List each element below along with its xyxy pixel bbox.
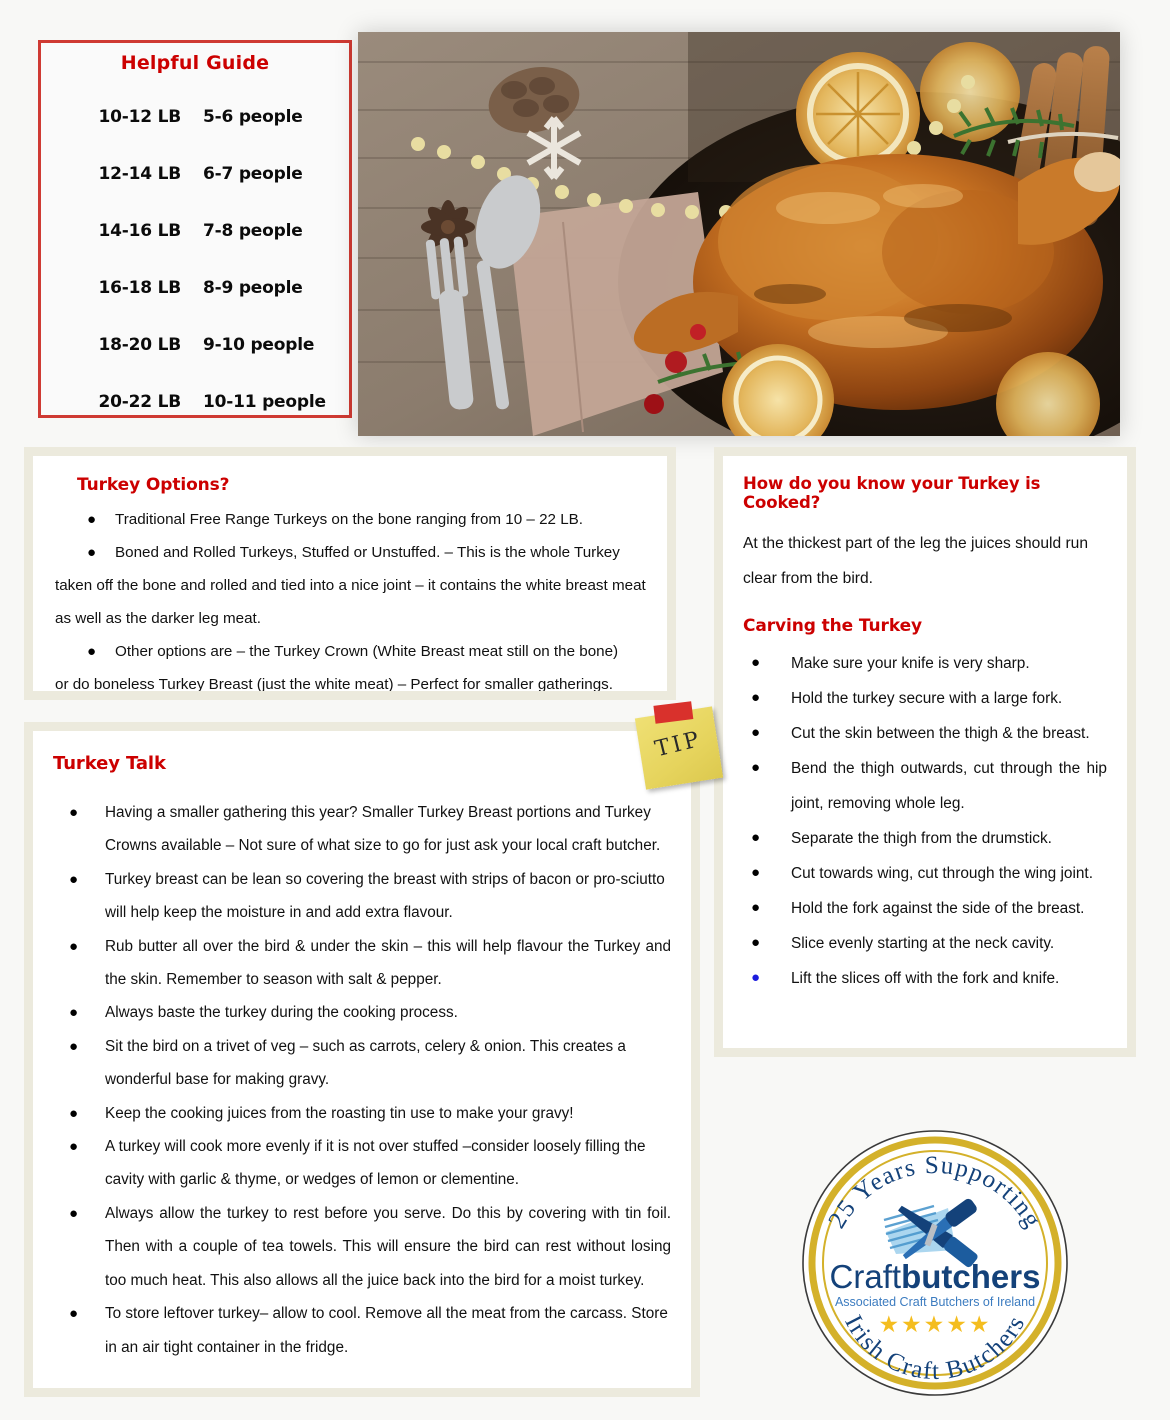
- list-item-continuation: or do boneless Turkey Breast (just the white meat) – Perfect for smaller gatherings.: [55, 676, 613, 691]
- table-row: [41, 373, 349, 430]
- helpful-guide-title: Helpful Guide: [120, 52, 270, 74]
- turkey-talk-card: [24, 722, 700, 1397]
- guide-weight: 18-20 LB: [98, 334, 181, 355]
- bullet-icon: ●: [69, 1305, 79, 1323]
- list-item: [743, 961, 1107, 996]
- bullet-icon: ●: [69, 1004, 79, 1022]
- list-item-text: Keep the cooking juices from the roasting tin use to make your gravy!: [105, 1104, 574, 1122]
- bullet-icon: ●: [69, 1138, 79, 1156]
- bullet-icon: ●: [751, 864, 761, 881]
- bullet-icon: ●: [751, 934, 761, 951]
- list-item-text: To store leftover turkey– allow to cool. Remove all the meat from the carcass. Store in an air tight container in the fridge.: [105, 1305, 668, 1356]
- list-item: [53, 1130, 671, 1197]
- list-item: [743, 681, 1107, 716]
- table-row: [41, 259, 349, 316]
- cooking-and-carving-body: [723, 456, 1127, 1048]
- list-item-text: Having a smaller gathering this year? Smaller Turkey Breast portions and Turkey Crowns available – Not sure of what size to go for just ask your local craft butcher.: [105, 804, 661, 855]
- guide-people: 5-6 people: [203, 106, 303, 127]
- turkey-talk-body: [33, 731, 691, 1388]
- list-item: [53, 635, 647, 668]
- list-item: [743, 821, 1107, 856]
- bullet-icon: ●: [69, 1037, 79, 1055]
- craft-butchers-logo: [800, 1128, 1070, 1398]
- guide-weight: 14-16 LB: [98, 220, 181, 241]
- helpful-guide-rows: [41, 88, 349, 430]
- list-item-text: Turkey breast can be lean so covering the breast with strips of bacon or pro-sciutto will help keep the moisture in and add extra flavour.: [105, 870, 665, 922]
- list-item-text: Traditional Free Range Turkeys on the bone ranging from 10 – 22 LB.: [115, 511, 583, 528]
- list-item: [743, 891, 1107, 926]
- bullet-icon: ●: [87, 544, 97, 561]
- guide-people: 6-7 people: [203, 163, 303, 184]
- list-item: [53, 503, 647, 536]
- bullet-icon: ●: [751, 829, 761, 846]
- table-row: [41, 145, 349, 202]
- list-item: [743, 646, 1107, 681]
- table-row: [41, 88, 349, 145]
- bullet-icon-blue: ●: [751, 969, 761, 986]
- list-item-text: Lift the slices off with the fork and knife.: [791, 970, 1060, 987]
- list-item-text: Cut the skin between the thigh & the breast.: [791, 725, 1090, 742]
- bullet-icon: ●: [69, 1204, 79, 1222]
- list-item-text: Separate the thigh from the drumstick.: [791, 830, 1052, 847]
- list-item-text: Slice evenly starting at the neck cavity.: [791, 935, 1055, 952]
- list-item-text: Make sure your knife is very sharp.: [791, 655, 1030, 672]
- logo-wordmark: Craftbutchers: [829, 1258, 1041, 1295]
- turkey-talk-heading: Turkey Talk: [53, 753, 166, 774]
- bullet-icon: ●: [751, 689, 761, 706]
- bullet-icon: ●: [69, 870, 79, 888]
- list-item-text: Always allow the turkey to rest before you serve. Do this by covering with tin foil. Then with a couple of tea towels. This will ensure the bird can rest without losing too much heat. This also allows all the juice back into the bird for a moist turkey.: [105, 1204, 671, 1289]
- guide-people: 10-11 people: [203, 391, 326, 412]
- list-item-text: Hold the fork against the side of the breast.: [791, 900, 1085, 917]
- table-row: [41, 316, 349, 373]
- table-row: [41, 202, 349, 259]
- list-item: [53, 796, 671, 863]
- carving-heading: Carving the Turkey: [743, 616, 922, 636]
- logo-bottom-arc-text: Irish Craft Butchers: [839, 1311, 1031, 1386]
- logo-stars: ★★★★★: [878, 1312, 992, 1338]
- bullet-icon: ●: [69, 937, 79, 955]
- list-item: [743, 926, 1107, 961]
- guide-people: 7-8 people: [203, 220, 303, 241]
- turkey-talk-list: [53, 796, 671, 1364]
- list-item: [53, 863, 671, 930]
- list-item: [743, 716, 1107, 751]
- guide-weight: 16-18 LB: [98, 277, 181, 298]
- logo-tagline: Associated Craft Butchers of Ireland: [834, 1295, 1036, 1309]
- cooking-and-carving-card: [714, 447, 1136, 1057]
- list-item: [53, 536, 647, 569]
- tip-label: TIP: [652, 726, 705, 763]
- list-item-text: Other options are – the Turkey Crown (White Breast meat still on the bone): [115, 643, 619, 660]
- list-item-text: Always baste the turkey during the cooking process.: [105, 1004, 458, 1022]
- list-item: [53, 1030, 671, 1097]
- guide-people: 9-10 people: [203, 334, 315, 355]
- turkey-options-card: [24, 447, 676, 700]
- logo-top-arc-text: 25 Years Supporting: [823, 1151, 1047, 1234]
- carving-list: [743, 646, 1107, 996]
- bullet-icon: ●: [751, 759, 761, 776]
- guide-weight: 10-12 LB: [98, 106, 181, 127]
- list-item-text: A turkey will cook more evenly if it is not over stuffed –consider loosely filling the cavity with garlic & thyme, or wedges of lemon or clementine.: [105, 1138, 646, 1189]
- list-item-continuation: taken off the bone and rolled and tied into a nice joint – it contains the white breast meat as well as the darker leg meat.: [55, 577, 646, 627]
- bullet-icon: ●: [87, 511, 97, 528]
- helpful-guide-table: [38, 40, 352, 418]
- guide-people: 8-9 people: [203, 277, 303, 298]
- turkey-cooked-heading: How do you know your Turkey is Cooked?: [743, 474, 1041, 512]
- bullet-icon: ●: [751, 899, 761, 916]
- roast-turkey-photo: [358, 32, 1120, 436]
- list-item: [743, 856, 1107, 891]
- turkey-options-heading: Turkey Options?: [77, 475, 230, 495]
- bullet-icon: ●: [87, 643, 97, 660]
- bullet-icon: ●: [751, 654, 761, 671]
- guide-weight: 12-14 LB: [98, 163, 181, 184]
- turkey-options-body: [33, 456, 667, 691]
- guide-weight: 20-22 LB: [98, 391, 181, 412]
- list-item-text: Bend the thigh outwards, cut through the hip joint, removing whole leg.: [791, 760, 1107, 812]
- bullet-icon: ●: [69, 1104, 79, 1122]
- turkey-options-list: [53, 503, 647, 691]
- list-item: [53, 1097, 671, 1130]
- list-item-text: Boned and Rolled Turkeys, Stuffed or Unstuffed. – This is the whole Turkey: [115, 544, 620, 561]
- list-item-text: Cut towards wing, cut through the wing joint.: [791, 865, 1093, 882]
- bullet-icon: ●: [751, 724, 761, 741]
- list-item-text: Sit the bird on a trivet of veg – such as carrots, celery & onion. This creates a wonderful base for making gravy.: [105, 1037, 626, 1089]
- bullet-icon: ●: [69, 804, 79, 821]
- list-item: [53, 1197, 671, 1297]
- list-item: [53, 1297, 671, 1364]
- turkey-cooked-text: At the thickest part of the leg the juices should run clear from the bird.: [743, 535, 1088, 587]
- list-item: [53, 930, 671, 997]
- list-item-text: Hold the turkey secure with a large fork.: [791, 690, 1063, 707]
- list-item: [743, 751, 1107, 821]
- tip-sticky-note: [635, 706, 723, 789]
- list-item-text: Rub butter all over the bird & under the skin – this will help flavour the Turkey and the skin. Remember to season with salt & pepper.: [105, 937, 671, 989]
- list-item: [53, 996, 671, 1029]
